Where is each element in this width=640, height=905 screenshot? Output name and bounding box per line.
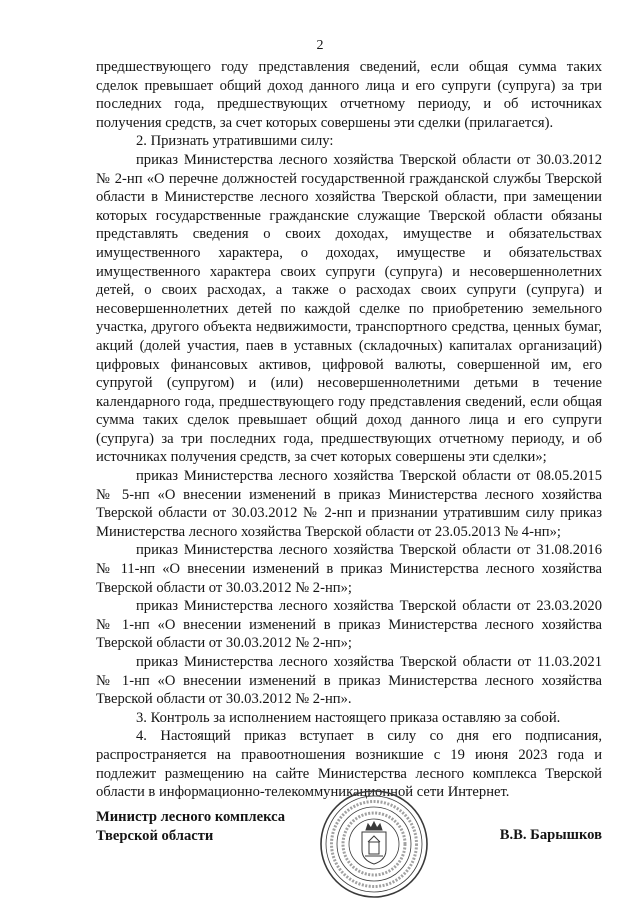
paragraph-item-4: 4. Настоящий приказ вступает в силу со дня его подписания, распространяется на правоотношения возникшие с 19 июня 2023 года и подлежит размещению на сайте Министерства лесного комплекса Тверской области в информационно-телекоммуникационной сети Интернет.	[96, 728, 602, 801]
paragraph-revoked-order-5: приказ Министерства лесного хозяйства Тверской области от 11.03.2021 № 1-нп «О внесении изменений в приказ Министерства лесного хозяйства Тверской области от 30.03.2012 № 2-нп».	[96, 654, 602, 708]
signatory-name: В.В. Барышков	[499, 827, 602, 843]
official-seal-icon	[318, 788, 430, 900]
paragraph-item-2-heading: 2. Признать утратившими силу:	[136, 133, 334, 150]
page-number: 2	[316, 38, 324, 53]
paragraph-continuation: предшествующего году представления сведений, если общая сумма таких сделок превышает общий доход данного лица и его супруги (супруга) за три последних года, предшествующих отчетному периоду, и об источниках получения средств, за счет которых совершены эти сделки (прилагается).	[96, 59, 602, 131]
paragraph-item-3: 3. Контроль за исполнением настоящего приказа оставляю за собой.	[136, 709, 561, 726]
signatory-title	[96, 808, 285, 845]
document-body	[96, 58, 602, 802]
signatory-title-line-2: Тверской области	[96, 827, 214, 844]
signatory-title-line-1: Министр лесного комплекса	[96, 809, 286, 825]
paragraph-revoked-order-2: приказ Министерства лесного хозяйства Тверской области от 08.05.2015 № 5-нп «О внесении изменений в приказ Министерства лесного хозяйства Тверской области от 30.03.2012 № 2-нп и признании утратившим силу приказ Министерства лесного хозяйства Тверской области от 23.05.2013 № 4-нп»;	[96, 468, 602, 540]
paragraph-revoked-order-3: приказ Министерства лесного хозяйства Тверской области от 31.08.2016 № 11-нп «О внесении изменений в приказ Министерства лесного хозяйства Тверской области от 30.03.2012 № 2-нп»;	[96, 542, 602, 596]
paragraph-revoked-order-4: приказ Министерства лесного хозяйства Тверской области от 23.03.2020 № 1-нп «О внесении изменений в приказ Министерства лесного хозяйства Тверской области от 30.03.2012 № 2-нп»;	[96, 598, 602, 652]
paragraph-revoked-order-1: приказ Министерства лесного хозяйства Тверской области от 30.03.2012 № 2-нп «О перечне должностей государственной гражданской службы Тверской области в Министерстве лесного хозяйства Тверской области, при замещении которых государственные гражданские служащие Тверской области обязаны представлять сведения о своих доходах, имуществе и обязательствах имущественного характера, о доходах, имуществе и обязательствах имущественного характера своих супруги (супруга) и несовершеннолетних детей, о своих расходах, а также о расходах своих супруги (супруга) и несовершеннолетних детей по каждой сделке по приобретению земельного участка, другого объекта недвижимости, транспортного средства, ценных бумаг, акций (долей участия, паев в уставных (складочных) капиталах организаций) цифровых финансовых активов, цифровой валюты, совершенной им, его супругой (супругом) и (или) несовершеннолетними детьми в течение календарного года, предшествующего году представления сведений, если общая сумма таких сделок превышает общий доход данного лица и его супруги (супруга) за три последних года, предшествующих отчетному периоду, и об источниках получения средств, за счет которых совершены эти сделки»;	[96, 151, 602, 466]
